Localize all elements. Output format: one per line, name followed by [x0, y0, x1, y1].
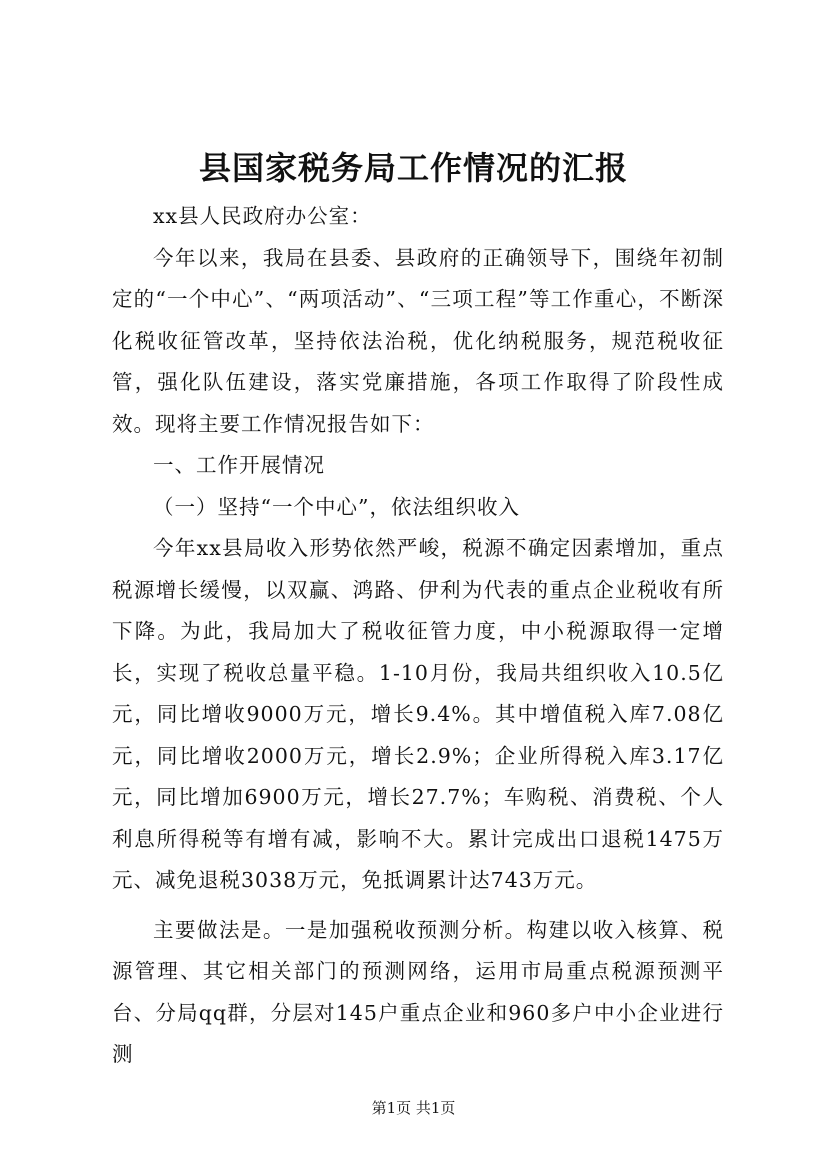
- paragraph-revenue: 今年xx县局收入形势依然严峻，税源不确定因素增加，重点税源增长缓慢，以双赢、鸿路、伊利为代表的重点企业税收有所下降。为此，我局加大了税收征管力度，中小税源取得一定增长，实现了税收总量平稳。1-10月份，我局共组织收入10.5亿元，同比增收9000万元，增长9.4%。其中增值税入库7.08亿元，同比增收2000万元，增长2.9%；企业所得税入库3.17亿元，同比增加6900万元，增长27.7%；车购税、消费税、个人利息所得税等有增有减，影响不大。累计完成出口退税1475万元、减免退税3038万元，免抵调累计达743万元。: [112, 536, 724, 892]
- greeting-line: xx县人民政府办公室：: [153, 204, 372, 228]
- subsection-heading: （一）坚持“一个中心”，依法组织收入: [153, 494, 520, 519]
- document-title: 县国家税务局工作情况的汇报: [198, 149, 628, 187]
- paragraph-intro: 今年以来，我局在县委、县政府的正确领导下，围绕年初制定的“一个中心”、“两项活动”、“三项工程”等工作重心，不断深化税收征管改革，坚持依法治税，优化纳税服务，规范税收征管，强化队伍建设，落实党廉措施，各项工作取得了阶段性成效。现将主要工作情况报告如下：: [112, 245, 724, 436]
- section-heading: 一、工作开展情况: [153, 453, 325, 477]
- document-body: [112, 196, 724, 1076]
- page-footer: 第1页 共1页: [371, 1099, 456, 1117]
- paragraph-methods: 主要做法是。一是加强税收预测分析。构建以收入核算、税源管理、其它相关部门的预测网络，运用市局重点税源预测平台、分局qq群，分层对145户重点企业和960多户中小企业进行测: [112, 917, 724, 1066]
